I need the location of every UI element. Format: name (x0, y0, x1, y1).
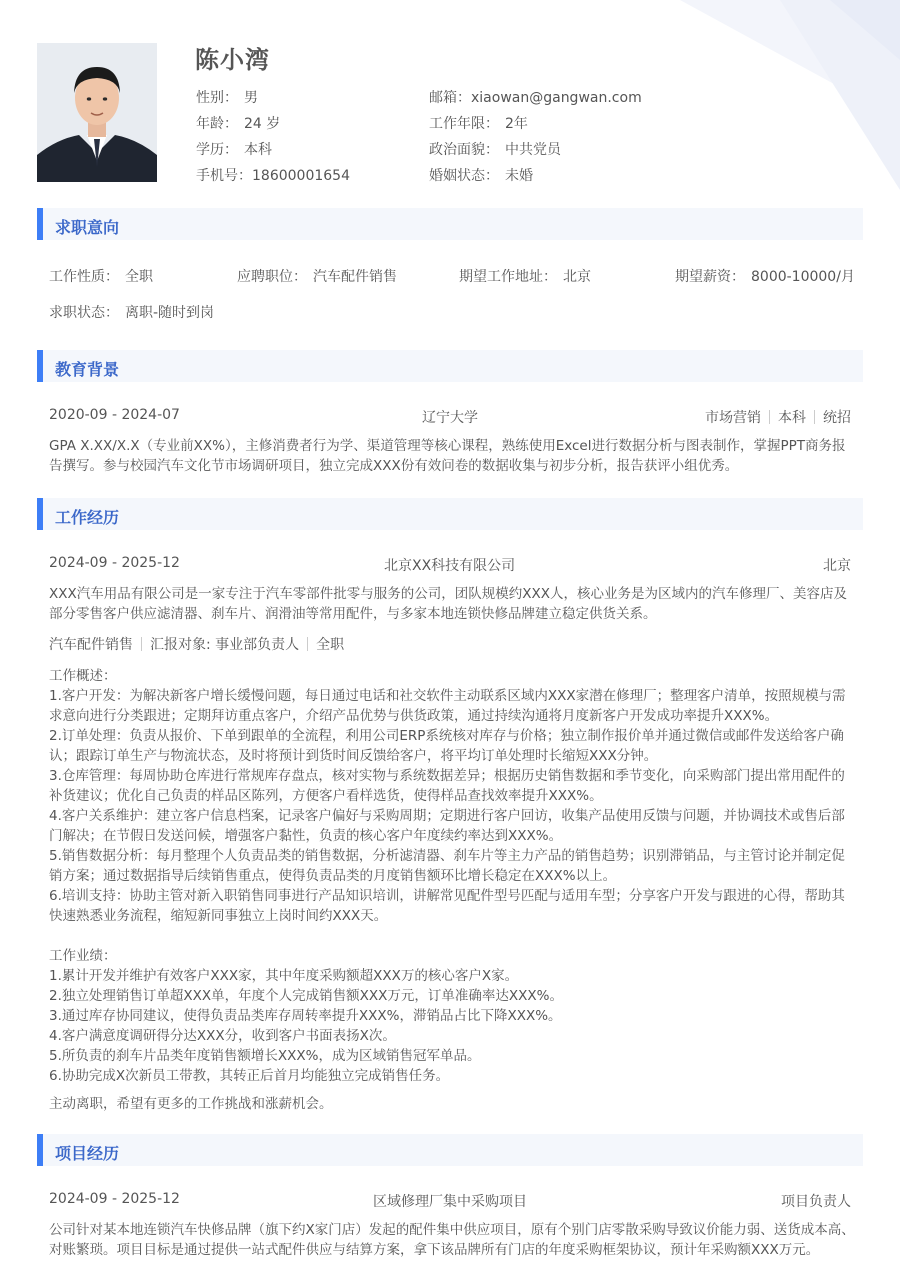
info-age: 年龄： 24 岁 (196, 116, 281, 132)
edu-degree: 本科 (778, 410, 806, 426)
edu-major: 市场营销 (705, 410, 761, 426)
info-political: 政治面貌： 中共党员 (429, 142, 561, 158)
divider (141, 637, 142, 651)
section-title: 工作经历 (55, 508, 120, 527)
project-date: 2024-09 - 2025-12 (49, 1191, 180, 1207)
avatar (37, 43, 157, 182)
info-work-years: 工作年限： 2年 (429, 116, 528, 132)
work-tags (49, 634, 344, 654)
section-work (37, 498, 863, 530)
info-marital: 婚姻状态： 未婚 (429, 168, 533, 184)
divider (814, 410, 815, 424)
overview-item: 1.客户开发：为解决新客户增长缓慢问题，每日通过电话和社交软件主动联系区域内XXX家潜在修理厂；整理客户清单，按照规模与需求意向进行分类跟进；定期拜访重点客户，介绍产品优势与供货政策，通过持续沟通将月度新客户开发成功率提升XXX%。 (49, 688, 846, 724)
project-role: 项目负责人 (781, 1194, 851, 1210)
overview-title: 工作概述： (49, 668, 117, 684)
overview-item: 4.客户关系维护：建立客户信息档案，记录客户偏好与采购周期；定期进行客户回访，收集产品使用反馈与问题，并协调技术或售后部门解决；在节假日发送问候，增强客户黏性，负责的核心客户年度续约率达到XXX%。 (49, 808, 845, 844)
work-role: 汽车配件销售 (49, 637, 133, 653)
intent-status: 求职状态： 离职-随时到岗 (49, 305, 215, 321)
achievement-item: 6.协助完成X次新员工带教，其转正后首月均能独立完成销售任务。 (49, 1068, 450, 1084)
section-accent-bar (37, 1134, 43, 1166)
info-education: 学历： 本科 (196, 142, 272, 158)
candidate-name: 陈小湾 (195, 46, 270, 74)
section-title: 教育背景 (55, 360, 120, 379)
intent-location: 期望工作地址： 北京 (459, 269, 591, 285)
edu-date: 2020-09 - 2024-07 (49, 407, 180, 423)
edu-description: GPA X.XX/X.X（专业前XX%），主修消费者行为学、渠道管理等核心课程，熟练使用Excel进行数据分析与图表制作，掌握PPT商务报告撰写。参与校园汽车文化节市场调研项目，独立完成XXX份有效问卷的数据收集与初步分析，报告获评小组优秀。 (49, 438, 846, 474)
intent-position: 应聘职位： 汽车配件销售 (237, 269, 397, 285)
edu-tags (705, 407, 851, 427)
achievement-item: 4.客户满意度调研得分达XXX分，收到客户书面表扬X次。 (49, 1028, 396, 1044)
section-title: 项目经历 (55, 1144, 120, 1163)
info-phone: 手机号：18600001654 (196, 168, 350, 184)
overview-item: 2.订单处理：负责从报价、下单到跟单的全流程，利用公司ERP系统核对库存与价格；独立制作报价单并通过微信或邮件发送给客户确认；跟踪订单生产与物流状态，及时将预计到货时间反馈给客户，将平均订单处理时长缩短XXX分钟。 (49, 728, 844, 764)
overview-item: 3.仓库管理：每周协助仓库进行常规库存盘点，核对实物与系统数据差异；根据历史销售数据和季节变化，向采购部门提出常用配件的补货建议；优化自己负责的样品区陈列，方便客户看样选货，使得样品查找效率提升XXX%。 (49, 768, 845, 804)
divider (307, 637, 308, 651)
work-report: 汇报对象: 事业部负责人 (150, 637, 300, 653)
achievement-item: 3.通过库存协同建议，使得负责品类库存周转率提升XXX%，滞销品占比下降XXX%。 (49, 1008, 562, 1024)
work-company: 北京XX科技有限公司 (384, 558, 516, 574)
section-education (37, 350, 863, 382)
work-intro: XXX汽车用品有限公司是一家专注于汽车零部件批零与服务的公司，团队规模约XXX人，核心业务是为区域内的汽车修理厂、美容店及部分零售客户供应滤清器、刹车片、润滑油等常用配件，与多家本地连锁快修品牌建立稳定供货关系。 (49, 586, 847, 622)
section-accent-bar (37, 350, 43, 382)
overview-item: 5.销售数据分析：每月整理个人负责品类的销售数据，分析滤清器、刹车片等主力产品的销售趋势；识别滞销品，与主管讨论并制定促销方案；通过数据指导后续销售重点，使得负责品类的月度销售额环比增长稳定在XXX%以上。 (49, 848, 845, 884)
intent-salary: 期望薪资： 8000-10000/月 (675, 269, 855, 285)
info-gender: 性别： 男 (196, 90, 258, 106)
project-description: 公司针对某本地连锁汽车快修品牌（旗下约X家门店）发起的配件集中供应项目，原有个别门店零散采购导致议价能力弱、送货成本高、对账繁琐。项目目标是通过提供一站式配件供应与结算方案，拿下该品牌所有门店的年度采购框架协议，预计年采购额XXX万元。 (49, 1222, 855, 1258)
intent-nature: 工作性质： 全职 (49, 269, 153, 285)
achievement-item: 2.独立处理销售订单超XXX单，年度个人完成销售额XXX万元，订单准确率达XXX%。 (49, 988, 563, 1004)
edu-type: 统招 (823, 410, 851, 426)
section-accent-bar (37, 208, 43, 240)
achievements-title: 工作业绩： (49, 948, 117, 964)
achievement-item: 1.累计开发并维护有效客户XXX家，其中年度采购额超XXX万的核心客户X家。 (49, 968, 519, 984)
work-details (49, 666, 855, 1114)
section-job-intent (37, 208, 863, 240)
section-project (37, 1134, 863, 1166)
work-type: 全职 (316, 637, 345, 653)
section-accent-bar (37, 498, 43, 530)
edu-school: 辽宁大学 (422, 410, 478, 426)
achievement-item: 5.所负责的刹车片品类年度销售额增长XXX%，成为区域销售冠军单品。 (49, 1048, 481, 1064)
overview-item: 6.培训支持：协助主管对新入职销售同事进行产品知识培训，讲解常见配件型号匹配与适用车型；分享客户开发与跟进的心得，帮助其快速熟悉业务流程，缩短新同事独立上岗时间约XXX天。 (49, 888, 845, 924)
leave-reason: 主动离职，希望有更多的工作挑战和涨薪机会。 (49, 1096, 333, 1112)
project-name: 区域修理厂集中采购项目 (373, 1194, 527, 1210)
section-title: 求职意向 (55, 218, 120, 237)
work-city: 北京 (823, 558, 851, 574)
work-date: 2024-09 - 2025-12 (49, 555, 180, 571)
info-email: 邮箱：xiaowan@gangwan.com (429, 90, 642, 106)
divider (769, 410, 770, 424)
